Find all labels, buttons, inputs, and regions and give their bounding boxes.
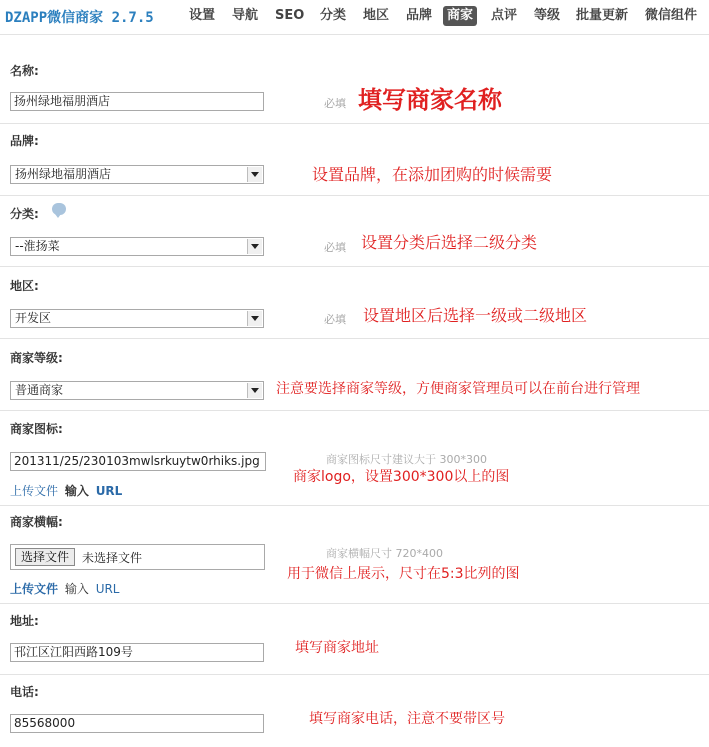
icon-url-link[interactable]: URL [95, 484, 123, 498]
banner-size-hint: 商家横幅尺寸 720*400 [326, 547, 443, 560]
category-select-value: --淮扬菜 [15, 239, 60, 253]
name-input[interactable]: 扬州绿地福朋酒店 [10, 92, 264, 111]
choose-file-button[interactable]: 选择文件 [15, 548, 75, 566]
app-brand: DZAPP微信商家 2.7.5 [5, 10, 154, 26]
divider [0, 34, 709, 35]
address-label: 地址: [10, 614, 39, 628]
divider [0, 410, 709, 411]
icon-size-hint: 商家图标尺寸建议大于 300*300 [326, 453, 487, 466]
divider [0, 505, 709, 506]
icon-input-link[interactable]: 输入 [64, 484, 89, 498]
nav-brand[interactable]: 品牌 [406, 8, 433, 23]
icon-label: 商家图标: [10, 422, 63, 436]
nav-level[interactable]: 等级 [534, 8, 561, 23]
divider [0, 195, 709, 196]
banner-upload-file-link[interactable]: 上传文件 [10, 582, 59, 596]
banner-label: 商家横幅: [10, 515, 63, 529]
address-input[interactable]: 邗江区江阳西路109号 [10, 643, 264, 662]
level-annotation: 注意要选择商家等级，方便商家管理员可以在前台进行管理 [276, 381, 640, 397]
region-select[interactable] [10, 309, 264, 328]
nav-region[interactable]: 地区 [363, 8, 390, 23]
nav-category[interactable]: 分类 [320, 8, 347, 23]
region-required: 必填 [324, 313, 346, 326]
nav-seo[interactable]: SEO [275, 8, 305, 23]
phone-label: 电话: [10, 685, 39, 699]
brand-select[interactable] [10, 165, 264, 184]
region-annotation: 设置地区后选择一级或二级地区 [363, 306, 588, 325]
divider [0, 674, 709, 675]
level-label: 商家等级: [10, 351, 63, 365]
icon-annotation: 商家logo，设置300*300以上的图 [293, 469, 510, 485]
name-annotation: 填写商家名称 [358, 86, 502, 114]
top-nav [0, 0, 709, 34]
divider [0, 123, 709, 124]
banner-url-link[interactable]: URL [95, 582, 120, 596]
nav-navigation[interactable]: 导航 [232, 8, 259, 23]
phone-annotation: 填写商家电话，注意不要带区号 [309, 711, 505, 727]
icon-upload-links [10, 482, 122, 499]
banner-annotation: 用于微信上展示，尺寸在5:3比列的图 [287, 566, 520, 582]
dropdown-arrow-icon [247, 383, 262, 398]
nav-merchant[interactable]: 商家 [443, 6, 477, 26]
banner-file-input[interactable] [10, 544, 265, 570]
divider [0, 266, 709, 267]
dropdown-arrow-icon [247, 167, 262, 182]
nav-batch-update[interactable]: 批量更新 [576, 8, 629, 23]
brand-annotation: 设置品牌，在添加团购的时候需要 [312, 165, 553, 184]
category-required: 必填 [324, 241, 346, 254]
nav-wechat-widget[interactable]: 微信组件 [645, 8, 698, 23]
name-label: 名称: [10, 64, 39, 78]
category-select[interactable] [10, 237, 264, 256]
phone-input[interactable]: 85568000 [10, 714, 264, 733]
file-status: 未选择文件 [82, 551, 143, 565]
banner-input-link[interactable]: 输入 [64, 582, 89, 596]
name-required: 必填 [324, 97, 346, 110]
address-annotation: 填写商家地址 [295, 640, 379, 656]
category-annotation: 设置分类后选择二级分类 [361, 233, 538, 252]
region-label: 地区: [10, 279, 39, 293]
icon-path-input[interactable]: 201311/25/230103mwlsrkuytw0rhiks.jpg [10, 452, 266, 471]
icon-upload-file-link[interactable]: 上传文件 [10, 484, 59, 498]
brand-select-value: 扬州绿地福朋酒店 [15, 167, 112, 181]
dropdown-arrow-icon [247, 311, 262, 326]
level-select-value: 普通商家 [15, 383, 64, 397]
level-select[interactable] [10, 381, 264, 400]
category-label: 分类: [10, 207, 39, 221]
banner-upload-links [10, 580, 120, 597]
region-select-value: 开发区 [15, 311, 52, 325]
brand-label: 品牌: [10, 134, 39, 148]
divider [0, 603, 709, 604]
nav-review[interactable]: 点评 [491, 8, 518, 23]
dropdown-arrow-icon [247, 239, 262, 254]
divider [0, 338, 709, 339]
nav-settings[interactable]: 设置 [189, 8, 216, 23]
help-bubble-icon[interactable] [52, 203, 66, 215]
